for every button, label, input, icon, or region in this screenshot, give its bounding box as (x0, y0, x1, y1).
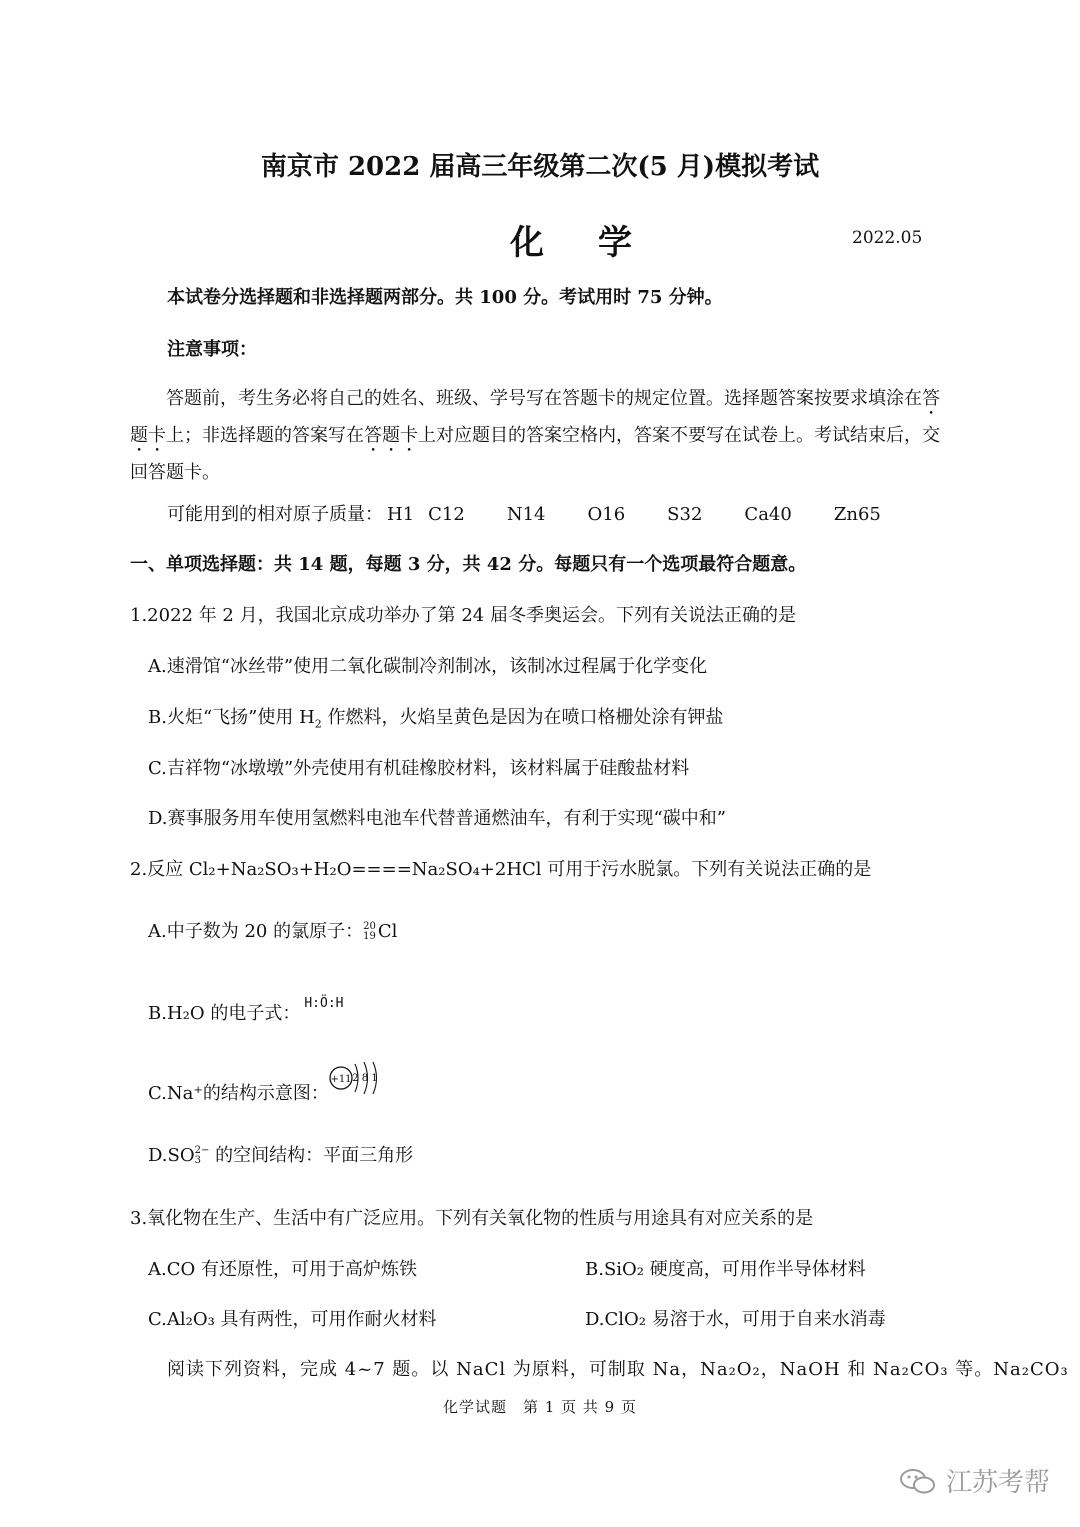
q1-option-c: C.吉祥物“冰墩墩”外壳使用有机硅橡胶材料，该材料属于硅酸盐材料 (148, 758, 690, 779)
wechat-icon (898, 1466, 938, 1496)
notice-title: 注意事项： (167, 339, 257, 360)
q1-stem: 1.2022 年 2 月，我国北京成功举办了第 24 届冬季奥运会。下列有关说法正确的是 (130, 605, 796, 626)
exam-date: 2022.05 (852, 228, 923, 248)
q1-option-a: A.速滑馆“冰丝带”使用二氧化碳制冷剂制冰，该制冰过程属于化学变化 (148, 656, 708, 677)
nucleus-label: +11 (330, 1074, 352, 1085)
q3-stem: 3.氧化物在生产、生活中有广泛应用。下列有关氧化物的性质与用途具有对应关系的是 (130, 1208, 814, 1229)
q2-option-b: B.H₂O 的电子式： $^{H:Ö:H}$ (148, 996, 344, 1024)
q2-option-a: A.中子数为 20 的氯原子： 20 19 Cl (148, 921, 398, 942)
q2-stem: 2.反应 Cl₂+Na₂SO₃+H₂O====Na₂SO₄+2HCl 可用于污水脱氯。下列有关说法正确的是 (130, 859, 872, 880)
isotope-notation: 20 19 (363, 921, 376, 942)
electron-formula: H:Ö:H (304, 996, 344, 1011)
page-footer: 化学试题 第 1 页 共 9 页 (443, 1398, 637, 1416)
atomic-mass-line: 可能用到的相对原子质量： H1 C12 N14 O16 S32 Ca40 Zn65 (167, 504, 881, 525)
watermark-text: 江苏考帮 (946, 1468, 1051, 1498)
q2-option-d: D.SO 2− 3 的空间结构：平面三角形 (148, 1145, 414, 1166)
subject-title: 化学 (510, 223, 686, 263)
q2-option-c: C.Na⁺的结构示意图： (148, 1083, 329, 1104)
q3-option-c: C.Al₂O₃ 具有两性，可用作耐火材料 (148, 1309, 437, 1330)
q3-option-d: D.ClO₂ 易溶于水，可用于自来水消毒 (585, 1309, 886, 1330)
exam-title: 南京市 2022 届高三年级第二次(5 月)模拟考试 (260, 152, 820, 182)
section-heading: 一、单项选择题：共 14 题，每题 3 分，共 42 分。每题只有一个选项最符合题意。 (130, 554, 807, 575)
atomic-mass-label: 可能用到的相对原子质量： (167, 504, 383, 525)
q1-option-b: B.火炬“飞扬”使用 $H_2$ 作燃料，火焰呈黄色是因为在喷口格栅处涂有钾盐 (148, 707, 724, 731)
q3-option-b: B.SiO₂ 硬度高，可用作半导体材料 (585, 1259, 866, 1280)
shell-electrons: 2 8 1 (352, 1073, 378, 1084)
q1-option-d: D.赛事服务用车使用氢燃料电池车代替普通燃油车，有利于实现“碳中和” (148, 808, 726, 829)
sodium-ion-diagram (327, 1058, 387, 1098)
watermark (898, 1462, 1050, 1499)
reading-intro: 阅读下列资料，完成 4~7 题。以 NaCl 为原料，可制取 Na，Na₂O₂，NaOH 和 Na₂CO₃ 等。Na₂CO₃ (167, 1359, 1069, 1380)
q3-option-a: A.CO 有还原性，可用于高炉炼铁 (148, 1259, 417, 1280)
exam-intro: 本试卷分选择题和非选择题两部分。共 100 分。考试用时 75 分钟。 (167, 287, 723, 308)
notice-paragraph: 答题前，考生务必将自己的姓名、班级、学号写在答题卡的规定位置。选择题答案按要求填涂在答题卡上；非选择题的答案写在答题卡上对应题目的答案空格内，答案不要写在试卷上。考试结束后，交回答题卡。 (130, 388, 940, 483)
